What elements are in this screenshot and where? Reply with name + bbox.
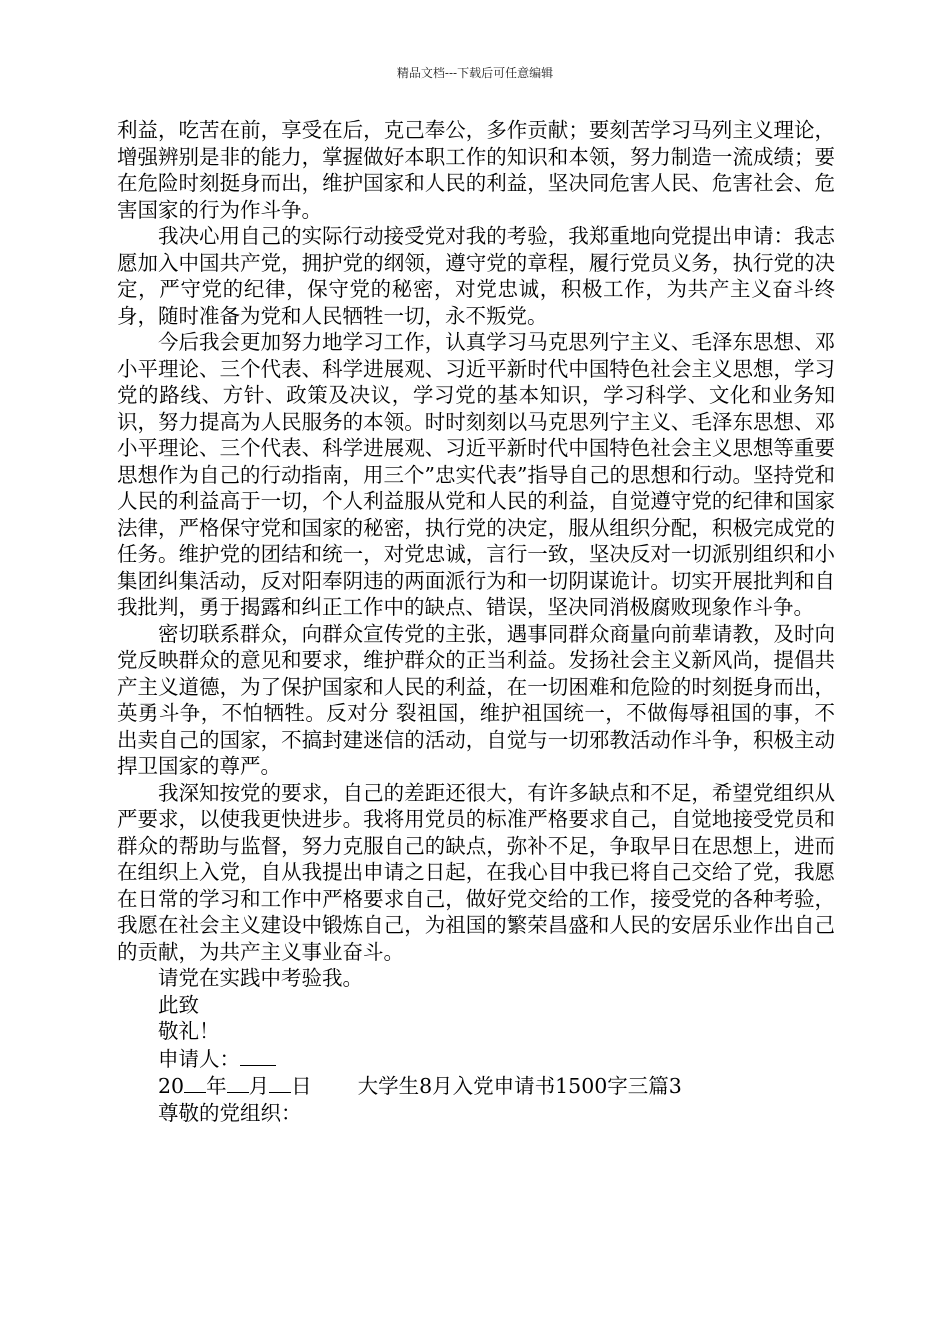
applicant-label: 申请人： [158,1046,240,1071]
paragraph-5: 我深知按党的要求，自己的差距还很大，有许多缺点和不足，希望党组织从严要求，以使我更快进步。我将用党员的标准严格要求自己，自觉地接受党员和群众的帮助与监督，努力克服自己的缺点，弥补不足，争取早日在思想上，进而在组织上入党，自从我提出申请之日起，在我心目中我已将自己交给了党，我愿在日常的学习和工作中严格要求自己，做好党交给的工作，接受党的各种考验，我愿在社会主义建设中锻炼自己，为祖国的繁荣昌盛和人民的安居乐业作出自己的贡献，为共产主义事业奋斗。 [117,780,835,964]
date-line [117,1072,835,1100]
date-prefix: 20 [158,1074,185,1098]
page-header: 精品文档---下载后可任意编辑 [396,66,554,80]
day-blank [269,1072,291,1093]
date-month: 月 [248,1074,270,1098]
paragraph-4: 密切联系群众，向群众宣传党的主张，遇事同群众商量向前辈请教，及时向党反映群众的意见和要求，维护群众的正当利益。发扬社会主义新风尚，提倡共产主义道德，为了保护国家和人民的利益，在一切困难和危险的时刻挺身而出，英勇斗争，不怕牺牲。反对分 裂祖国，维护祖国统一，不做侮辱祖国的事，不出卖自己的国家，不搞封建迷信的活动，自觉与一切邪教活动作斗争，积极主动捍卫国家的尊严。 [117,621,835,778]
next-document-title: 大学生8月入党申请书1500字三篇3 [357,1074,682,1098]
document-body [117,117,835,1126]
year-blank [184,1072,206,1093]
request-line: 请党在实践中考验我。 [158,966,363,990]
date-day: 日 [291,1074,312,1098]
date-year: 年 [206,1074,227,1098]
salutation-line-1: 此致 [158,992,199,1017]
applicant-blank [240,1045,276,1066]
paragraph-3: 今后我会更加努力地学习工作，认真学习马克思列宁主义、毛泽东思想、邓小平理论、三个代表、科学进展观、习近平新时代中国特色社会主义思想，学习党的路线、方针、政策及决议，学习党的基本知识，学习科学、文化和业务知识，努力提高为人民服务的本领。时时刻刻以马克思列宁主义、毛泽东思想、邓小平理论、三个代表、科学进展观、习近平新时代中国特色社会主义思想等重要思想作为自己的行动指南，用三个”忠实代表”指导自己的思想和行动。坚持党和人民的利益高于一切，个人利益服从党和人民的利益，自觉遵守党的纪律和国家法律，严格保守党和国家的秘密，执行党的决定，服从组织分配，积极完成党的任务。维护党的团结和统一，对党忠诚，言行一致，坚决反对一切派别组织和小集团纠集活动，反对阳奉阴违的两面派行为和一切阴谋诡计。切实开展批判和自我批判，勇于揭露和纠正工作中的缺点、错误，坚决同消极腐败现象作斗争。 [117,330,835,619]
paragraph-1: 利益，吃苦在前，享受在后，克己奉公，多作贡献；要刻苦学习马列主义理论，增强辨别是非的能力，掌握做好本职工作的知识和本领，努力制造一流成绩；要在危险时刻挺身而出，维护国家和人民的利益，坚决同危害人民、危害社会、危害国家的行为作斗争。 [117,118,835,222]
applicant-line [117,1045,835,1073]
paragraph-2: 我决心用自己的实际行动接受党对我的考验，我郑重地向党提出申请：我志愿加入中国共产党，拥护党的纲领，遵守党的章程，履行党员义务，执行党的决定，严守党的纪律，保守党的秘密，对党忠诚，积极工作，为共产主义奋斗终身，随时准备为党和人民牺牲一切，永不叛党。 [117,224,835,328]
greeting-line: 尊敬的党组织： [158,1100,302,1125]
salutation-line-2: 敬礼！ [158,1019,220,1043]
month-blank [227,1072,249,1093]
